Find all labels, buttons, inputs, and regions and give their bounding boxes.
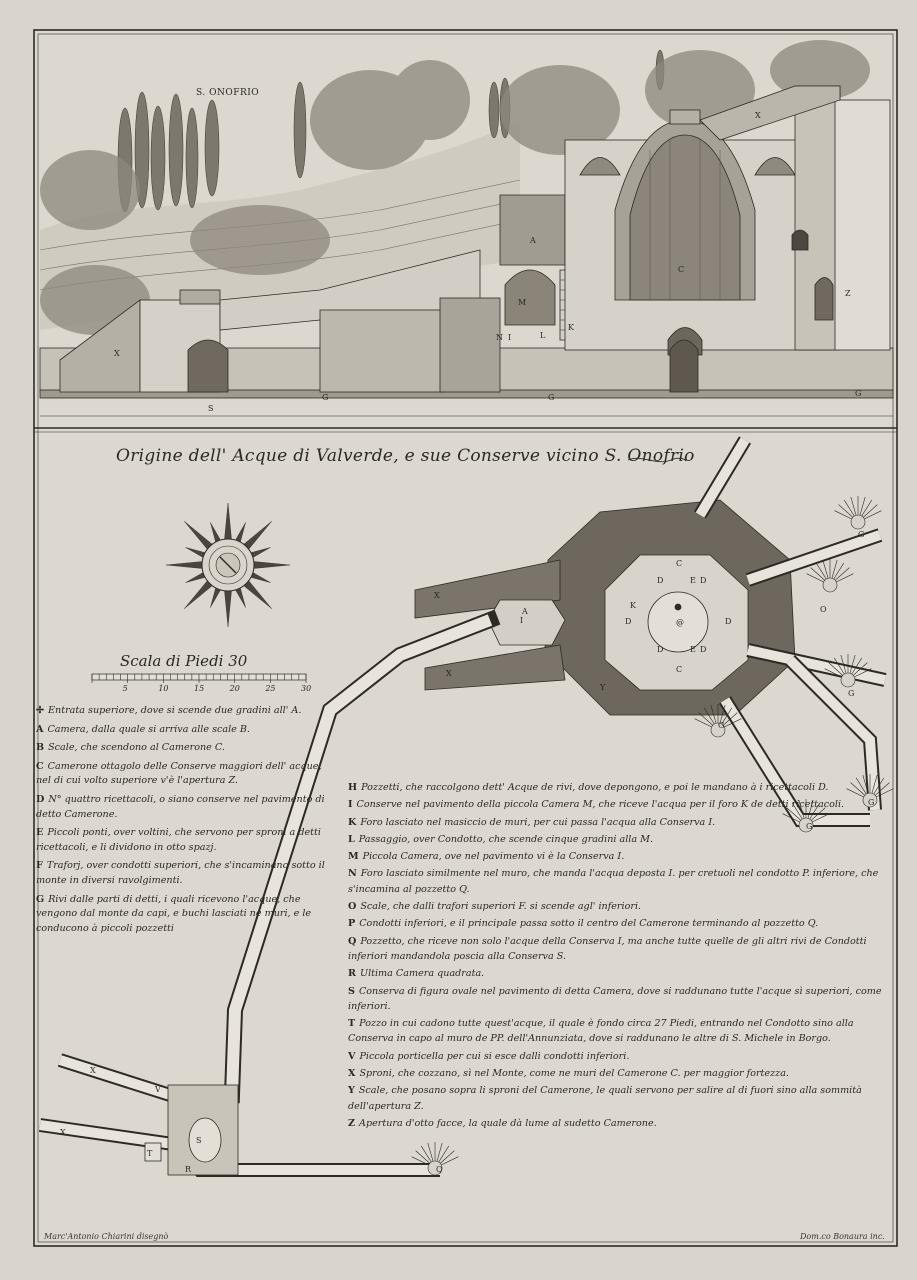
- scale-tick-label: 5: [122, 684, 128, 693]
- legend-entry: [348, 815, 888, 830]
- legend-entry: [36, 723, 336, 738]
- svg-text:Y: Y: [600, 683, 606, 692]
- legend-text: Pozzetti, che raccolgono dett' Acque de rivi, dove depongono, e poi le mandano à i ricettacoli D.: [361, 782, 829, 793]
- legend-text: Pozzo in cui cadono tutte quest'acque, il quale è fondo circa 27 Piedi, entrando nel Condotto sino alla Conserva in capo al muro de PP. dell'Annunziata, dove si raddunano le altre di S. Michele in Borgo.: [348, 1018, 854, 1045]
- legend-entry: [36, 793, 336, 822]
- legend-text: Foro lasciato nel masiccio de muri, per cui passa l'acqua alla Conserva I.: [360, 816, 716, 828]
- scale-tick-label: 25: [265, 684, 276, 693]
- scale-label: Scala di Piedi 30: [120, 652, 248, 670]
- legend-entry: [348, 984, 888, 1015]
- legend-text: Conserve nel pavimento della piccola Camera M, che riceve l'acqua per il foro K de detti ricettacoli.: [356, 799, 845, 811]
- legend-text: Pozzetto, che riceve non solo l'acque della Conserva I, ma anche tutte quelle de gli altri rivi de Condotti inferiori mandandola poscia alla Conserva S.: [348, 935, 867, 962]
- svg-text:D: D: [700, 576, 707, 585]
- legend-key: V: [348, 1050, 356, 1062]
- legend-text: Entrata superiore, dove si scende due gradini all' A.: [48, 705, 302, 716]
- signature-draftsman: Marc'Antonio Chiarini disegnò: [44, 1232, 169, 1241]
- svg-text:C: C: [676, 559, 683, 568]
- svg-text:Q: Q: [436, 1165, 443, 1174]
- svg-text:R: R: [185, 1165, 192, 1174]
- svg-text:G: G: [548, 393, 555, 402]
- svg-text:X: X: [60, 1128, 66, 1137]
- svg-text:E: E: [690, 576, 696, 585]
- scale-tick-label: 10: [158, 684, 169, 693]
- legend-entry: [348, 899, 888, 914]
- legend-key: Z: [348, 1117, 356, 1129]
- legend-text: Camerone ottagolo delle Conserve maggiori dell' acque, nel di cui volto superiore v'è l'apertura Z.: [36, 760, 322, 787]
- legend-key: C: [36, 760, 44, 772]
- legend-entry: [348, 1049, 888, 1064]
- legend-key: L: [348, 833, 355, 845]
- legend-entry: [348, 797, 888, 812]
- legend-text: Foro lasciato similmente nel muro, che manda l'acqua deposta I. per cretuoli nel condotto P. inferiore, che s'incamina al pozzetto Q.: [348, 868, 879, 895]
- legend-key: R: [348, 968, 356, 980]
- svg-text:X: X: [755, 111, 761, 120]
- legend-key: H: [348, 782, 358, 793]
- svg-text:V: V: [155, 1085, 161, 1094]
- svg-text:@: @: [676, 618, 684, 627]
- legend-entry: [348, 1016, 888, 1047]
- legend-entry: [348, 866, 888, 897]
- svg-text:D: D: [725, 617, 732, 626]
- legend-text: Scale, che posano sopra li sproni del Camerone, le quali servono per salire al di fuori sino alla sommità dell'apertura Z.: [348, 1085, 862, 1112]
- legend-key: D: [36, 793, 45, 805]
- svg-text:G: G: [855, 389, 862, 398]
- legend-text: Scale, che dalli trafori superiori F. si scende agl' inferiori.: [360, 901, 642, 913]
- svg-text:A: A: [530, 236, 536, 245]
- legend-text: Traforj, over condotti superiori, che s'incaminano sotto il monte in diversi ravolgimenti.: [36, 860, 325, 886]
- svg-text:I: I: [508, 333, 512, 342]
- svg-text:S: S: [208, 404, 214, 413]
- legend-entry: [348, 916, 888, 931]
- legend-text: Apertura d'otto facce, la quale dà lume al sudetto Camerone.: [359, 1117, 657, 1129]
- legend-text: Conserva di figura ovale nel pavimento di detta Camera, dove si raddunano tutte l'acque sì superiori, come inferiori.: [348, 985, 882, 1012]
- svg-text:M: M: [518, 298, 527, 307]
- svg-text:I: I: [520, 616, 524, 625]
- legend-key: X: [348, 1068, 356, 1080]
- legend-text: N° quattro ricettacoli, o siano conserve nel pavimento di detto Camerone.: [36, 793, 325, 820]
- signature-engraver: Dom.co Bonaura inc.: [800, 1232, 885, 1241]
- legend-text: Piccoli ponti, over voltini, che servono per sproni a detti ricettacoli, e li dividono in otto spazj.: [36, 827, 321, 853]
- legend-key: N: [348, 868, 357, 880]
- legend-text: Condotti inferiori, e il principale passa sotto il centro del Camerone terminando al pozzetto Q.: [359, 918, 819, 930]
- svg-text:X: X: [434, 591, 440, 600]
- legend-key: G: [36, 893, 45, 905]
- legend-entry: [36, 826, 336, 855]
- legend-entry: [348, 832, 888, 847]
- legend-key: K: [348, 816, 357, 828]
- legend-entry: [36, 859, 336, 888]
- legend-entry: [348, 1066, 888, 1081]
- legend-text: Piccola porticella per cui si esce dalli condotti inferiori.: [359, 1050, 630, 1062]
- legend-key: T: [348, 1018, 356, 1030]
- svg-text:N: N: [496, 333, 503, 342]
- legend-key: Y: [348, 1085, 355, 1097]
- legend-entry: [348, 1083, 888, 1114]
- title-flourish-icon: [626, 452, 688, 468]
- svg-text:G: G: [806, 822, 813, 831]
- svg-text:K: K: [630, 601, 636, 610]
- svg-text:X: X: [114, 349, 120, 358]
- svg-text:G: G: [322, 393, 329, 402]
- svg-text:G: G: [858, 530, 865, 539]
- legend-key: O: [348, 901, 357, 913]
- legend-text: Piccola Camera, ove nel pavimento vi è la Conserva I.: [362, 851, 625, 863]
- svg-text:A: A: [522, 607, 528, 616]
- svg-text:X: X: [446, 669, 452, 678]
- legend-key: I: [348, 799, 353, 811]
- legend-key: E: [36, 827, 44, 839]
- svg-text:L: L: [540, 331, 546, 340]
- svg-text:T: T: [147, 1149, 153, 1158]
- legend-text: Sproni, che cozzano, sì nel Monte, come ne muri del Camerone C. per maggior fortezza.: [359, 1068, 789, 1080]
- legend-entry: [36, 741, 336, 756]
- svg-text:K: K: [568, 323, 574, 332]
- legend-key: A: [36, 723, 44, 735]
- legend-key: M: [348, 851, 359, 863]
- legend-key: S: [348, 985, 355, 997]
- svg-text:C: C: [676, 665, 683, 674]
- legend-entry: [36, 760, 336, 789]
- legend-entry: [348, 934, 888, 965]
- scale-tick-label: 20: [229, 684, 240, 693]
- svg-text:G: G: [718, 721, 725, 730]
- legend-entry: [348, 780, 888, 795]
- plate-title: Origine dell' Acque di Valverde, e sue Conserve vicino S. Onofrio: [116, 446, 695, 466]
- svg-text:G: G: [868, 798, 875, 807]
- svg-text:D: D: [657, 645, 664, 654]
- legend-text: Ultima Camera quadrata.: [359, 968, 485, 980]
- svg-text:D: D: [657, 576, 664, 585]
- legend-text: Passaggio, over Condotto, che scende cinque gradini alla M.: [358, 833, 654, 845]
- legend-entry: [348, 849, 888, 864]
- legend-entry: [36, 893, 336, 937]
- legend-text: Rivi dalle parti di detti, i quali ricevono l'acque, che vengono dal monte da capi, e buchi lasciati ne muri, e le conducono à piccoli pozzetti: [36, 893, 312, 934]
- legend-key: ✢: [36, 705, 45, 716]
- legend-entry: [36, 704, 336, 719]
- svg-text:E: E: [690, 645, 696, 654]
- legend-key: P: [348, 918, 356, 930]
- svg-text:O: O: [820, 605, 827, 614]
- legend-key: F: [36, 860, 43, 872]
- legend-left: [36, 704, 336, 940]
- svg-text:X: X: [90, 1066, 96, 1075]
- svg-text:D: D: [625, 617, 632, 626]
- svg-text:G: G: [848, 689, 855, 698]
- legend-text: Camera, dalla quale si arriva alle scale B.: [47, 723, 250, 735]
- svg-text:S: S: [196, 1136, 202, 1145]
- scale-tick-label: 15: [194, 684, 205, 693]
- legend-key: Q: [348, 935, 357, 947]
- svg-text:C: C: [678, 265, 685, 274]
- legend-text: Scale, che scendono al Camerone C.: [48, 742, 225, 754]
- legend-entry: [348, 966, 888, 981]
- legend-right: [348, 780, 888, 1133]
- legend-key: B: [36, 742, 45, 754]
- compass-rose: [166, 503, 290, 627]
- svg-text:Z: Z: [845, 289, 851, 298]
- scale-tick-label: 30: [301, 684, 312, 693]
- svg-text:D: D: [700, 645, 707, 654]
- place-label: S. ONOFRIO: [196, 88, 260, 98]
- legend-entry: [348, 1116, 888, 1131]
